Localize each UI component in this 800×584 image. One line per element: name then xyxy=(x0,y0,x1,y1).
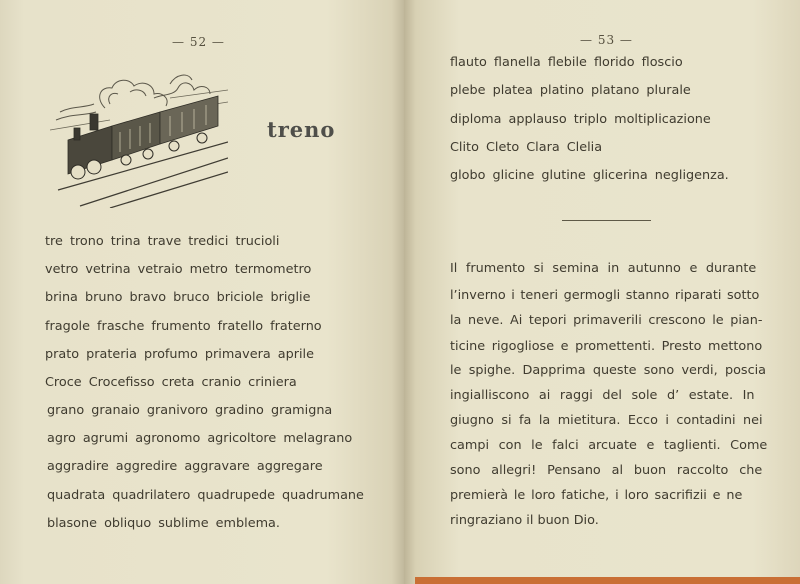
right-page-number: — 53 — xyxy=(580,33,633,47)
word-line: blasone obliquo sublime emblema. xyxy=(47,516,280,531)
paragraph-line: le spighe. Dapprima queste sono verdi, poscia xyxy=(450,363,767,378)
word-line: quadrata quadrilatero quadrupede quadrumane xyxy=(47,488,364,503)
word-line: flauto flanella flebile florido floscio xyxy=(450,55,683,70)
steam-train-illustration-icon xyxy=(50,68,228,208)
word-line: grano granaio granivoro gradino gramigna xyxy=(47,403,333,418)
word-line: Croce Crocefisso creta cranio criniera xyxy=(45,375,297,390)
cover-bottom-edge xyxy=(415,577,800,584)
word-line: aggradire aggredire aggravare aggregare xyxy=(47,459,323,474)
paragraph-line: giugno si fa la mietitura. Ecco i contadini nei xyxy=(450,413,763,428)
word-line: agro agrumi agronomo agricoltore melagrano xyxy=(47,431,353,446)
paragraph-line: ingialliscono ai raggi del sole d’ estate. In xyxy=(450,388,755,403)
paragraph-line: campi con le falci arcuate e taglienti. Come xyxy=(450,438,768,453)
word-line: fragole frasche frumento fratello fraterno xyxy=(45,319,322,334)
word-line: vetro vetrina vetraio metro termometro xyxy=(45,262,312,277)
paragraph-line: la neve. Ai tepori primaverili crescono le pian- xyxy=(450,313,763,328)
word-line: diploma applauso triplo moltiplicazione xyxy=(450,112,711,127)
word-line: globo glicine glutine glicerina negligenza. xyxy=(450,168,729,183)
right-page xyxy=(404,0,800,584)
word-line: Clito Cleto Clara Clelia xyxy=(450,140,603,155)
paragraph-line: ticine rigogliose e promettenti. Presto mettono xyxy=(450,339,763,354)
paragraph-line: ringraziano il buon Dio. xyxy=(450,513,599,528)
paragraph-line: l’inverno i teneri germogli stanno riparati sotto xyxy=(450,288,760,303)
word-line: prato prateria profumo primavera aprile xyxy=(45,347,314,362)
section-divider xyxy=(562,220,651,221)
paragraph-line: premierà le loro fatiche, i loro sacrifizii e ne xyxy=(450,488,743,503)
word-line: plebe platea platino platano plurale xyxy=(450,83,691,98)
lesson-title: treno xyxy=(267,117,336,142)
paragraph-line: Il frumento si semina in autunno e durante xyxy=(450,261,757,276)
word-line: tre trono trina trave tredici trucioli xyxy=(45,234,280,249)
left-page-number: — 52 — xyxy=(172,35,225,49)
paragraph-line: sono allegri! Pensano al buon raccolto che xyxy=(450,463,763,478)
word-line: brina bruno bravo bruco briciole briglie xyxy=(45,290,311,305)
